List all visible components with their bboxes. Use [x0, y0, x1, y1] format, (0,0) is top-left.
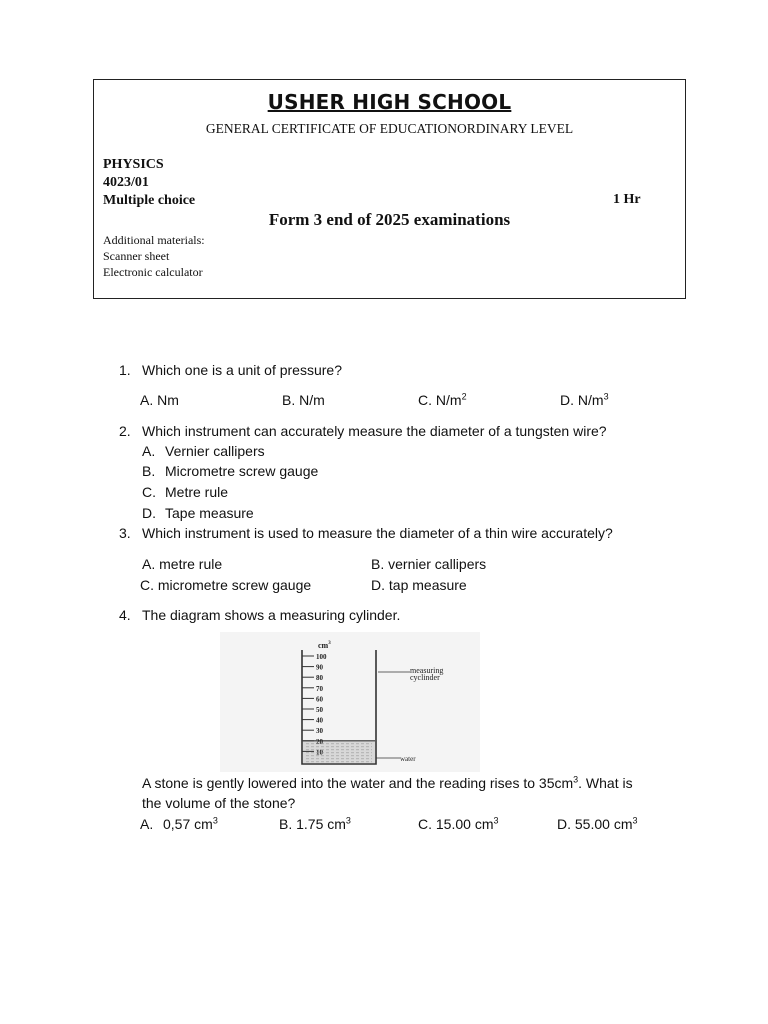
school-name: USHER HIGH SCHOOL	[267, 90, 512, 114]
question-number: 1.	[119, 362, 131, 378]
option-b: B. N/m	[282, 392, 325, 408]
question-text: Which instrument can accurately measure the diameter of a tungsten wire?	[142, 423, 607, 439]
scale-tick-label: 60	[316, 695, 323, 704]
option-a-letter: A.	[140, 816, 154, 832]
certificate-title: GENERAL CERTIFICATE OF EDUCATIONORDINARY LEVEL	[205, 121, 574, 136]
option-a: Vernier callipers	[165, 443, 265, 459]
scale-tick-label: 90	[316, 663, 323, 672]
water-label: water	[400, 755, 416, 763]
option-c: Metre rule	[165, 484, 229, 500]
option-d: D. 55.00 $cm^3$	[557, 815, 638, 832]
option-b: B. 1.75 $cm^3$	[279, 815, 351, 832]
scale-tick-label: 20	[316, 737, 323, 746]
scale-tick-label: 80	[316, 674, 323, 683]
option-b: B. vernier callipers	[371, 556, 487, 572]
question-number: 3.	[119, 525, 131, 541]
option-a: A. Nm	[140, 392, 179, 408]
option-a: 0,57 $cm^3$	[163, 815, 218, 832]
scale-tick-label: 100	[316, 653, 327, 661]
option-b: Micrometre screw gauge	[165, 463, 319, 479]
option-c-letter: C.	[142, 484, 156, 500]
subject: PHYSICS	[103, 157, 164, 172]
option-d: D. tap measure	[371, 577, 467, 593]
scale-tick-label: 10	[316, 748, 323, 757]
option-c: C. micrometre screw gauge	[140, 577, 312, 593]
cylinder-label: measuring	[410, 666, 444, 675]
water-fill	[303, 741, 375, 763]
exam-header-box	[93, 79, 686, 299]
unit-label: $cm^3$	[318, 641, 331, 650]
measuring-cylinder-diagram	[220, 632, 480, 772]
option-c: C. 15.00 $cm^3$	[418, 815, 499, 832]
scale-tick-label: 70	[316, 684, 323, 693]
option-c: C. $N/m^2$	[418, 391, 467, 408]
option-d: Tape measure	[165, 505, 254, 521]
question-body-line-1: A stone is gently lowered into the water and the reading rises to $35cm^3$. What is	[142, 774, 633, 791]
materials-label: Additional materials:	[103, 233, 205, 247]
question-text: The diagram shows a measuring cylinder.	[142, 607, 401, 623]
material-item: Scanner sheet	[103, 249, 170, 263]
question-text: Which instrument is used to measure the diameter of a thin wire accurately?	[142, 525, 613, 541]
cylinder-label-2: cyclinder	[410, 673, 440, 682]
paper-type: Multiple choice	[103, 193, 196, 208]
option-a: A. metre rule	[142, 556, 223, 572]
option-d: D. $N/m^3$	[560, 391, 609, 408]
exam-duration: 1 Hr	[613, 192, 641, 207]
exam-title: Form 3 end of 2025 examinations	[268, 210, 511, 229]
paper-code: 4023/01	[103, 175, 149, 190]
question-body-line-2: the volume of the stone?	[142, 795, 296, 811]
option-d-letter: D.	[142, 505, 156, 521]
scale-tick-label: 50	[316, 706, 323, 714]
question-number: 2.	[119, 423, 131, 439]
option-b-letter: B.	[142, 463, 156, 479]
scale-tick-label: 30	[316, 727, 323, 736]
option-a-letter: A.	[142, 443, 156, 459]
scale-tick-label: 40	[316, 716, 323, 725]
question-number: 4.	[119, 607, 131, 623]
question-text: Which one is a unit of pressure?	[142, 362, 342, 378]
material-item: Electronic calculator	[103, 265, 203, 279]
